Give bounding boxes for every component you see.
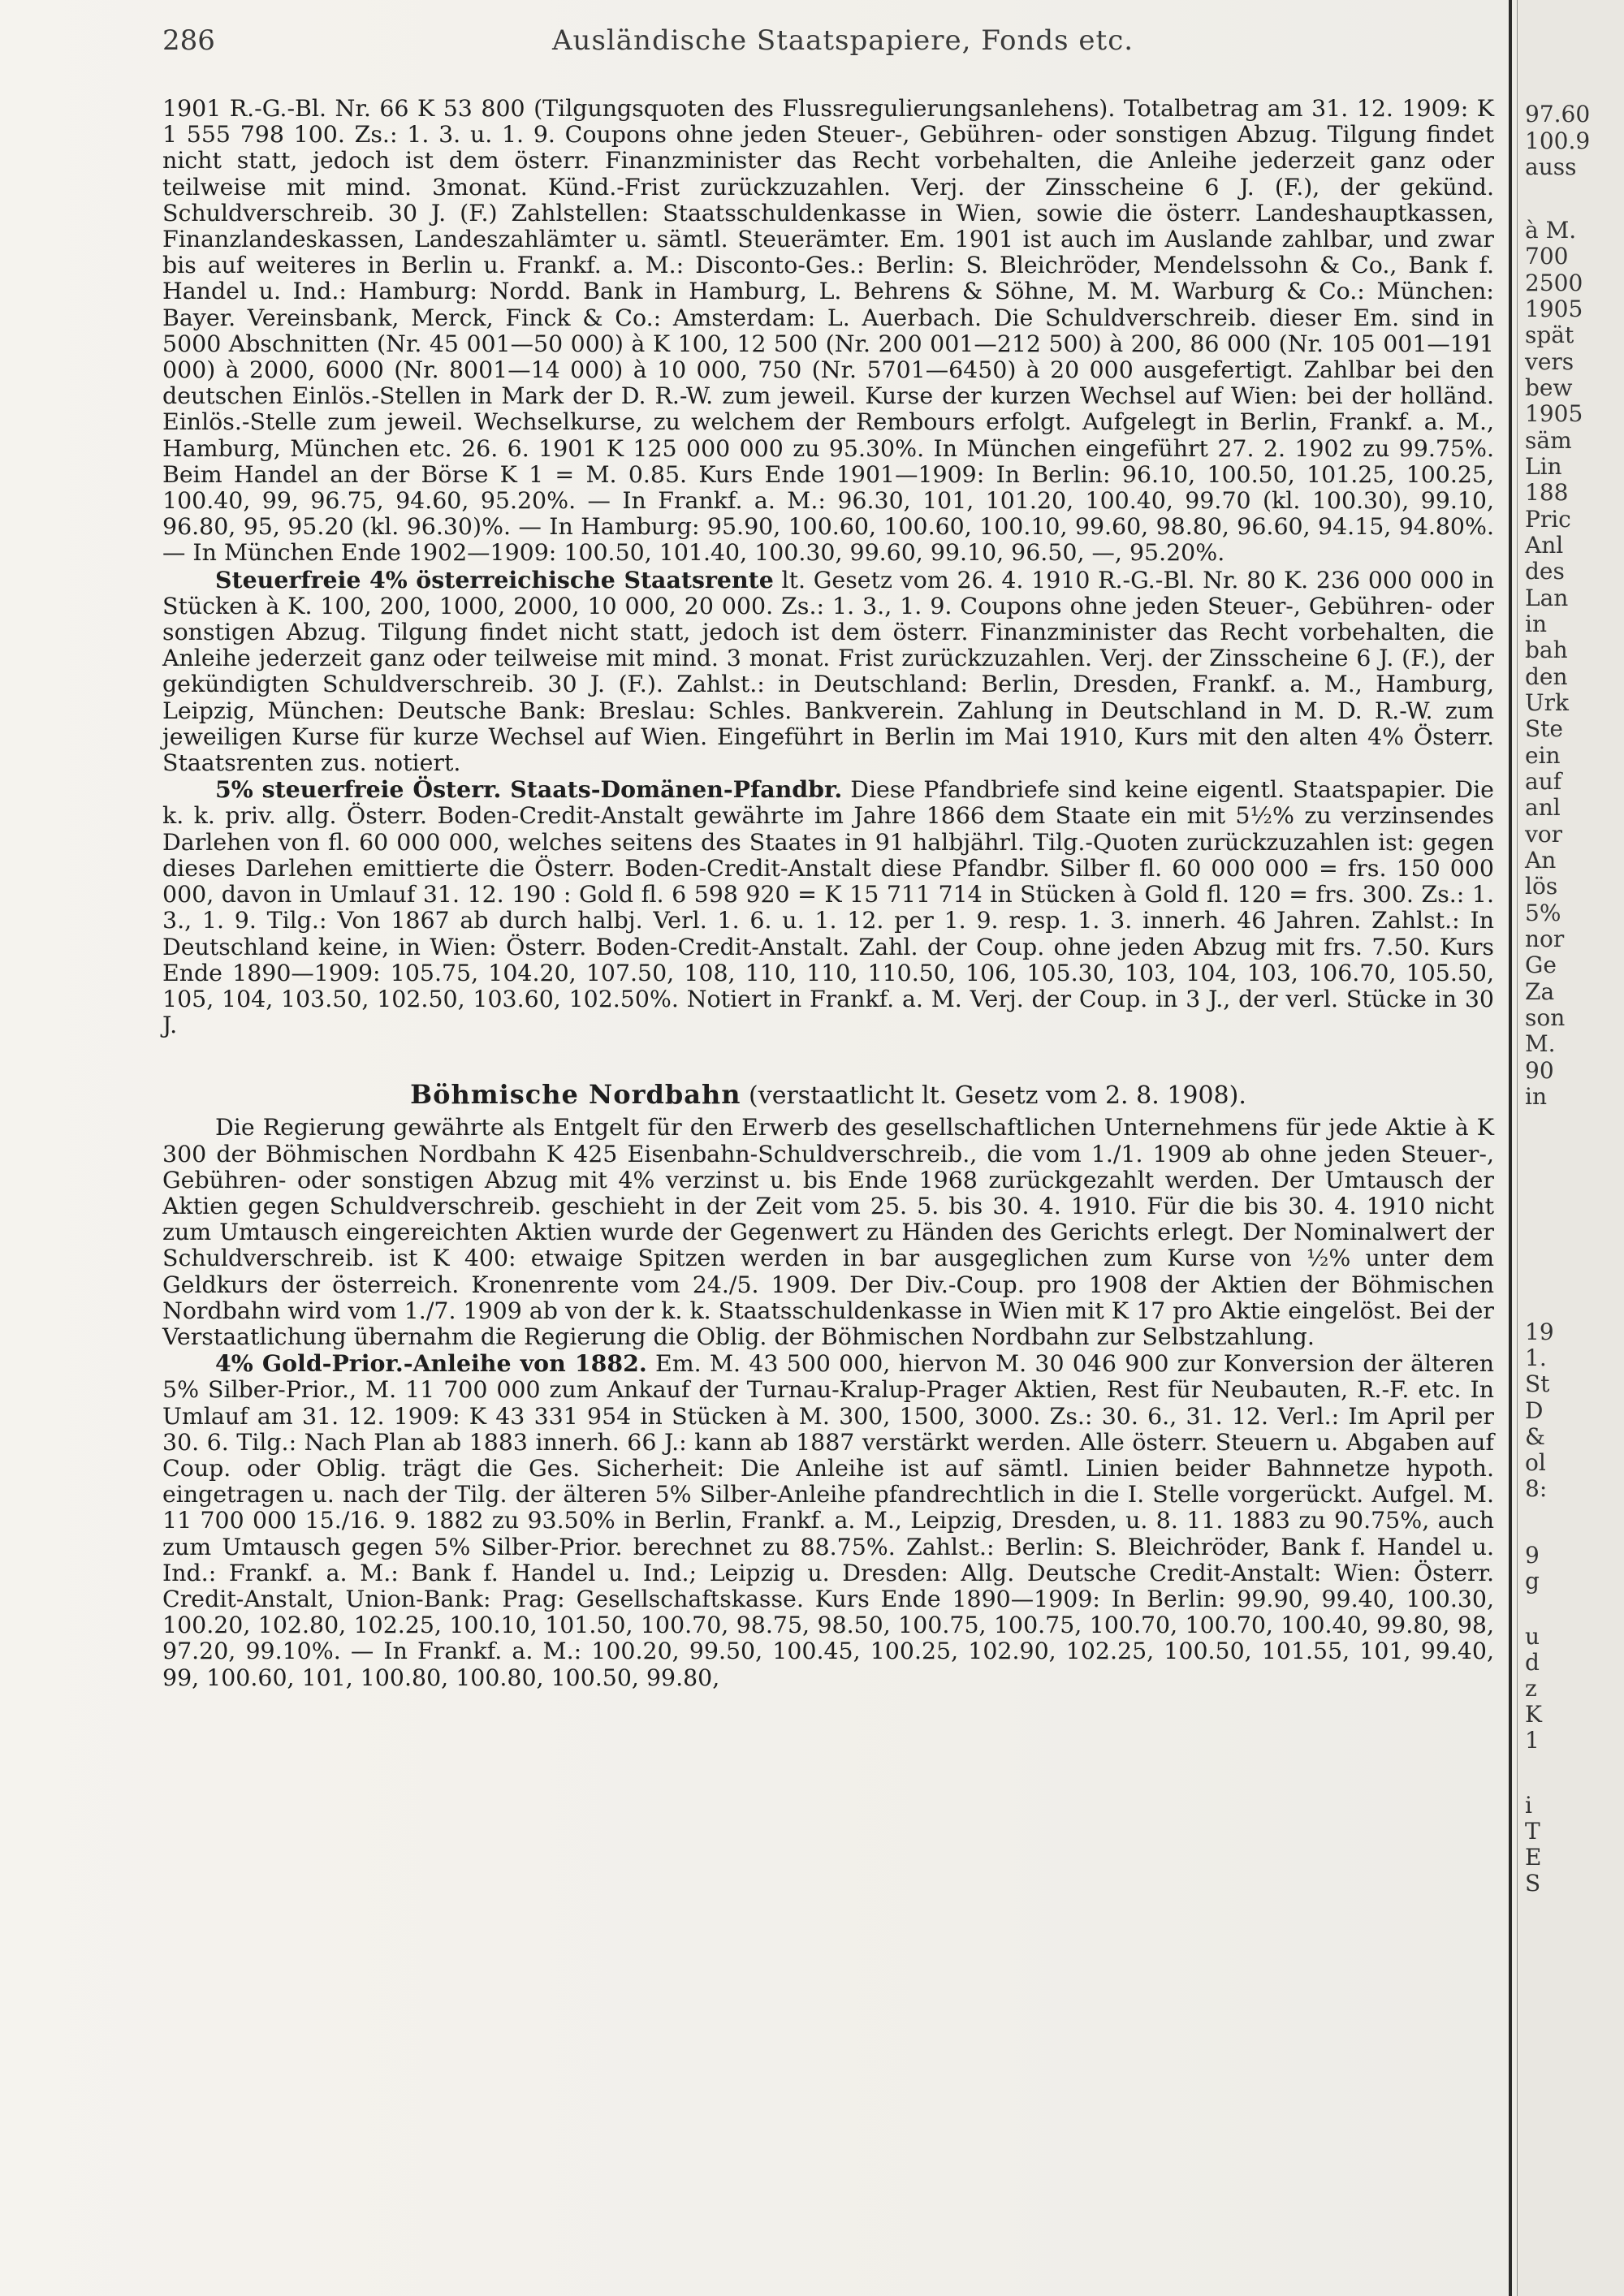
next-page-fragment: 2500 [1525, 270, 1583, 296]
next-page-fragment: 90 [1525, 1057, 1554, 1084]
section-title: Böhmische Nordbahn [410, 1079, 741, 1111]
next-page-fragment: u [1525, 1623, 1540, 1650]
next-page-fragment: z [1525, 1675, 1537, 1702]
next-page-fragment: Ste [1525, 715, 1564, 742]
next-page-fragment: 1905 [1525, 296, 1583, 322]
staatsrente-text: lt. Gesetz vom 26. 4. 1910 R.-G.-Bl. Nr. 80 K. 236 000 000 in Stücken à K. 100, 200, 1000, 2000, 10 000, 20 000. Zs.: 1. 3., 1. 9. Coupons ohne jeden Steuer-, Gebühren- oder sonstigen Abzug. Tilgung findet nicht statt, jedoch ist dem österr. Finanzminister das Recht vorbehalten, die Anleihe jederzeit ganz oder teilweise mit mind. 3 monat. Frist zurückzuzahlen. Verj. der Zinsscheine 6 J. (F.), der gekündigten Schuldverschreib. 30 J. (F.). Zahlst.: in Deutschland: Berlin, Dresden, Frankf. a. M., Hamburg, Leipzig, München: Deutsche Bank: Breslau: Schles. Bankverein. Zahlung in Deutschland in M. D. R.-W. zum jeweiligen Kurse für kurze Wechsel auf Wien. Eingeführt in Berlin im Mai 1910, Kurs mit den alten 4% Österr. Staatsrenten zus. notiert. [162, 566, 1494, 777]
next-page-fragment: bah [1525, 637, 1568, 663]
domaenen-pfandbr-text: Diese Pfandbriefe sind keine eigentl. Staatspapier. Die k. k. priv. allg. Österr. Boden-Credit-Anstalt gewährte im Jahre 1866 dem Staate ein mit 5½% zu verzinsendes Darlehen von fl. 60 000 000, welches seitens des Staates in 91 halbjährl. Tilg.-Quoten zurückzuzahlen ist: gegen dieses Darlehen emittierte die Österr. Boden-Credit-Anstalt diese Pfandbr. Silber fl. 60 000 000 = frs. 150 000 000, davon in Umlauf 31. 12. 190 : Gold fl. 6 598 920 = K 15 711 714 in Stücken à Gold fl. 120 = frs. 300. Zs.: 1. 3., 1. 9. Tilg.: Von 1867 ab durch halbj. Verl. 1. 6. u. 1. 12. per 1. 9. resp. 1. 3. innerh. 46 Jahren. Zahlst.: In Deutschland keine, in Wien: Österr. Boden-Credit-Anstalt. Zahl. der Coup. ohne jeden Abzug mit frs. 7.50. Kurs Ende 1890—1909: 105.75, 104.20, 107.50, 108, 110, 110, 110.50, 106, 105.30, 103, 104, 103, 106.70, 105.50, 105, 104, 103.50, 102.50, 103.60, 102.50%. Notiert in Frankf. a. M. Verj. der Coup. in 3 J., der verl. Stücke in 30 J. [162, 776, 1494, 1039]
next-page-fragment: 1905 [1525, 400, 1583, 427]
next-page-fragment: bew [1525, 374, 1573, 401]
next-page-fragment: M. [1525, 1030, 1556, 1057]
next-page-fragment: St [1525, 1370, 1550, 1397]
gold-prior-text: Em. M. 43 500 000, hiervon M. 30 046 900 zur Konversion der älteren 5% Silber-Prior., M. 11 700 000 zum Ankauf der Turnau-Kralup-Prager Aktien, Rest für Neubauten, R.-F. etc. In Umlauf am 31. 12. 1909: K 43 331 954 in Stücken à M. 300, 1500, 3000. Zs.: 30. 6., 31. 12. Verl.: Im April per 30. 6. Tilg.: Nach Plan ab 1883 innerh. 66 J.: kann ab 1887 verstärkt werden. Alle österr. Steuern u. Abgaben auf Coup. oder Oblig. trägt die Ges. Sicherheit: Die Anleihe ist auf sämtl. Linien beider Bahnnetze hypoth. eingetragen u. nach der Tilg. der älteren 5% Silber-Anleihe pfandrechtlich in die I. Stelle vorgerückt. Aufgel. M. 11 700 000 15./16. 9. 1882 zu 93.50% in Berlin, Frankf. a. M., Leipzig, Dresden, u. 8. 11. 1883 zu 90.75%, auch zum Umtausch gegen 5% Silber-Prior. berechnet zu 88.75%. Zahlst.: Berlin: S. Bleichröder, Bank f. Handel u. Ind.: Frankf. a. M.: Bank f. Handel u. Ind.; Leipzig u. Dresden: Allg. Deutsche Credit-Anstalt: Wien: Österr. Credit-Anstalt, Union-Bank: Prag: Gesellschaftskasse. Kurs Ende 1890—1909: In Berlin: 99.90, 99.40, 100.30, 100.20, 102.80, 102.25, 100.10, 101.50, 100.70, 98.75, 98.50, 100.75, 100.75, 100.70, 100.70, 100.40, 99.80, 98, 97.20, 99.10%. — In Frankf. a. M.: 100.20, 99.50, 100.45, 100.25, 102.90, 102.25, 100.50, 101.55, 101, 99.40, 99, 100.60, 101, 100.80, 100.80, 100.50, 99.80, [162, 1350, 1495, 1691]
running-head [162, 24, 1494, 65]
next-page-fragment: vor [1525, 821, 1563, 848]
next-page-fragment: spät [1525, 322, 1574, 348]
section-heading-boehmische-nordbahn [162, 1081, 1494, 1110]
next-page-fragment: d [1525, 1649, 1540, 1676]
gutter-rule [1509, 0, 1512, 2296]
text-column [162, 96, 1494, 1691]
next-page-fragment: Za [1525, 978, 1555, 1005]
next-page-fragment: à M. [1525, 217, 1577, 244]
next-page-fragment: 1 [1525, 1727, 1540, 1754]
next-page-fragment: An [1525, 847, 1557, 874]
next-page-fragment: ol [1525, 1449, 1546, 1476]
next-page-fragment: nor [1525, 926, 1565, 952]
next-page-fragment: den [1525, 663, 1568, 690]
next-page-fragment: 1. [1525, 1344, 1547, 1371]
paragraph-flussregulierung: 1901 R.-G.-Bl. Nr. 66 K 53 800 (Tilgungsquoten des Flussregulierungsanlehens). Totalbetrag am 31. 12. 1909: K 1 555 798 100. Zs.: 1. 3. u. 1. 9. Coupons ohne jeden Steuer-, Gebühren- oder sonstigen Abzug. Tilgung findet nicht statt, jedoch ist dem österr. Finanzminister das Recht vorbehalten, die Anleihe jederzeit ganz oder teilweise mit mind. 3monat. Künd.-Frist zurückzuzahlen. Verj. der Zinsscheine 6 J. (F.), der gekünd. Schuldverschreib. 30 J. (F.) Zahlstellen: Staatsschuldenkasse in Wien, sowie die österr. Landeshauptkassen, Finanzlandeskassen, Landeszahlämter u. sämtl. Steuerämter. Em. 1901 ist auch im Auslande zahlbar, und zwar bis auf weiteres in Berlin u. Frankf. a. M.: Disconto-Ges.: Berlin: S. Bleichröder, Mendelssohn & Co., Bank f. Handel u. Ind.: Hamburg: Nordd. Bank in Hamburg, L. Behrens & Söhne, M. M. Warburg & Co.: München: Bayer. Vereinsbank, Merck, Finck & Co.: Amsterdam: L. Auerbach. Die Schuldverschreib. dieser Em. sind in 5000 Abschnitten (Nr. 45 001—50 000) à K 100, 12 500 (Nr. 200 001—212 500) à 200, 86 000 (Nr. 105 001—191 000) à 2000, 6000 (Nr. 8001—14 000) à 10 000, 750 (Nr. 5701—6450) à 20 000 ausgefertigt. Zahlbar bei den deutschen Einlös.-Stellen in Mark der D. R.-W. zum jeweil. Kurse der kurzen Wechsel auf Wien: bei der holländ. Einlös.-Stelle zum jeweil. Wechselkurse, zu welchem der Rembours erfolgt. Aufgelegt in Berlin, Frankf. a. M., Hamburg, München etc. 26. 6. 1901 K 125 000 000 zu 95.30%. In München eingeführt 27. 2. 1902 zu 99.75%. Beim Handel an der Börse K 1 = M. 0.85. Kurs Ende 1901—1909: In Berlin: 96.10, 100.50, 101.25, 100.25, 100.40, 99, 96.75, 94.60, 95.20%. — In Frankf. a. M.: 96.30, 101, 101.20, 100.40, 99.70 (kl. 100.30), 99.10, 96.80, 95, 95.20 (kl. 96.30)%. — In Hamburg: 95.90, 100.60, 100.60, 100.10, 99.60, 98.80, 96.60, 94.15, 94.80%. — In München Ende 1902—1909: 100.50, 101.40, 100.30, 99.60, 99.10, 96.50, —, 95.20%. [162, 95, 1494, 567]
next-page-fragment: Lin [1525, 453, 1562, 480]
running-title: Ausländische Staatspapiere, Fonds etc. [552, 24, 1134, 57]
next-page-fragment: D [1525, 1397, 1544, 1424]
gutter-rule-thin [1517, 0, 1518, 2296]
next-page-fragment: son [1525, 1004, 1566, 1031]
next-page-fragment: 9 [1525, 1542, 1540, 1569]
next-page-edge [1518, 0, 1624, 2296]
paragraph-domaenen-pfandbr [162, 776, 1494, 1038]
next-page-fragment: S [1525, 1870, 1541, 1897]
staatsrente-heading: Steuerfreie 4% österreichische Staatsrente [215, 565, 774, 593]
next-page-fragment: 5% [1525, 900, 1561, 926]
paragraph-regierung: Die Regierung gewährte als Entgelt für den Erwerb des gesellschaftlichen Unternehmens für jede Aktie à K 300 der Böhmischen Nordbahn K 425 Eisenbahn-Schuldverschreib., die vom 1./1. 1909 ab ohne jeden Steuer-, Gebühren- oder sonstigen Abzug mit 4% verzinst u. bis Ende 1968 zurückgezahlt werden. Der Umtausch der Aktien gegen Schuldverschreib. geschieht in der Zeit vom 25. 5. bis 30. 4. 1910. Für die bis 30. 4. 1910 nicht zum Umtausch eingereichten Aktien wurde der Gegenwert zu Händen des Gerichts erlegt. Der Nominalwert der Schuldverschreib. ist K 400: etwaige Spitzen werden in bar ausgeglichen zum Kurse von ½% unter dem Geldkurs der österreich. Kronenrente vom 24./5. 1909. Der Div.-Coup. pro 1908 der Aktien der Böhmischen Nordbahn wird vom 1./7. 1909 ab von der k. k. Staatsschuldenkasse in Wien mit K 17 pro Aktie eingelöst. Bei der Verstaatlichung übernahm die Regierung die Oblig. der Böhmischen Nordbahn zur Selbstzahlung. [162, 1114, 1494, 1350]
next-page-fragment: in [1525, 1083, 1547, 1110]
next-page-fragment: T [1525, 1818, 1540, 1845]
next-page-fragment: säm [1525, 427, 1572, 454]
next-page-fragment: Ge [1525, 952, 1557, 978]
paragraph-staatsrente [162, 567, 1494, 777]
section-subtitle: (verstaatlicht lt. Gesetz vom 2. 8. 1908). [741, 1081, 1246, 1111]
next-page-fragment: Anl [1525, 532, 1564, 559]
domaenen-pfandbr-heading: 5% steuerfreie Österr. Staats-Domänen-Pfandbr. [215, 775, 843, 804]
next-page-fragment: g [1525, 1568, 1540, 1595]
next-page-fragment: ein [1525, 742, 1561, 769]
paragraph-gold-prior [162, 1350, 1494, 1691]
next-page-fragment: Lan [1525, 585, 1569, 611]
next-page-fragment: K [1525, 1701, 1542, 1728]
next-page-fragment: & [1525, 1423, 1545, 1450]
next-page-fragment: Urk [1525, 689, 1569, 716]
next-page-fragment: 97.60 [1525, 101, 1591, 127]
next-page-fragment: Pric [1525, 506, 1571, 533]
next-page-fragment: 19 [1525, 1318, 1554, 1345]
next-page-fragment: in [1525, 611, 1547, 637]
next-page-fragment: auss [1525, 153, 1577, 180]
next-page-fragment: auf [1525, 768, 1562, 795]
next-page-fragment: 8: [1525, 1475, 1548, 1502]
next-page-fragment: anl [1525, 794, 1561, 821]
next-page-fragment: i [1525, 1792, 1532, 1819]
next-page-fragment: vers [1525, 348, 1574, 375]
next-page-fragment: 188 [1525, 479, 1569, 506]
gold-prior-heading: 4% Gold-Prior.-Anleihe von 1882. [215, 1349, 647, 1378]
next-page-fragment: E [1525, 1844, 1542, 1871]
next-page-fragment: des [1525, 558, 1565, 585]
page-number: 286 [162, 24, 215, 57]
next-page-fragment: lös [1525, 873, 1558, 900]
next-page-fragment: 100.9 [1525, 127, 1591, 154]
next-page-fragment: 700 [1525, 243, 1569, 270]
